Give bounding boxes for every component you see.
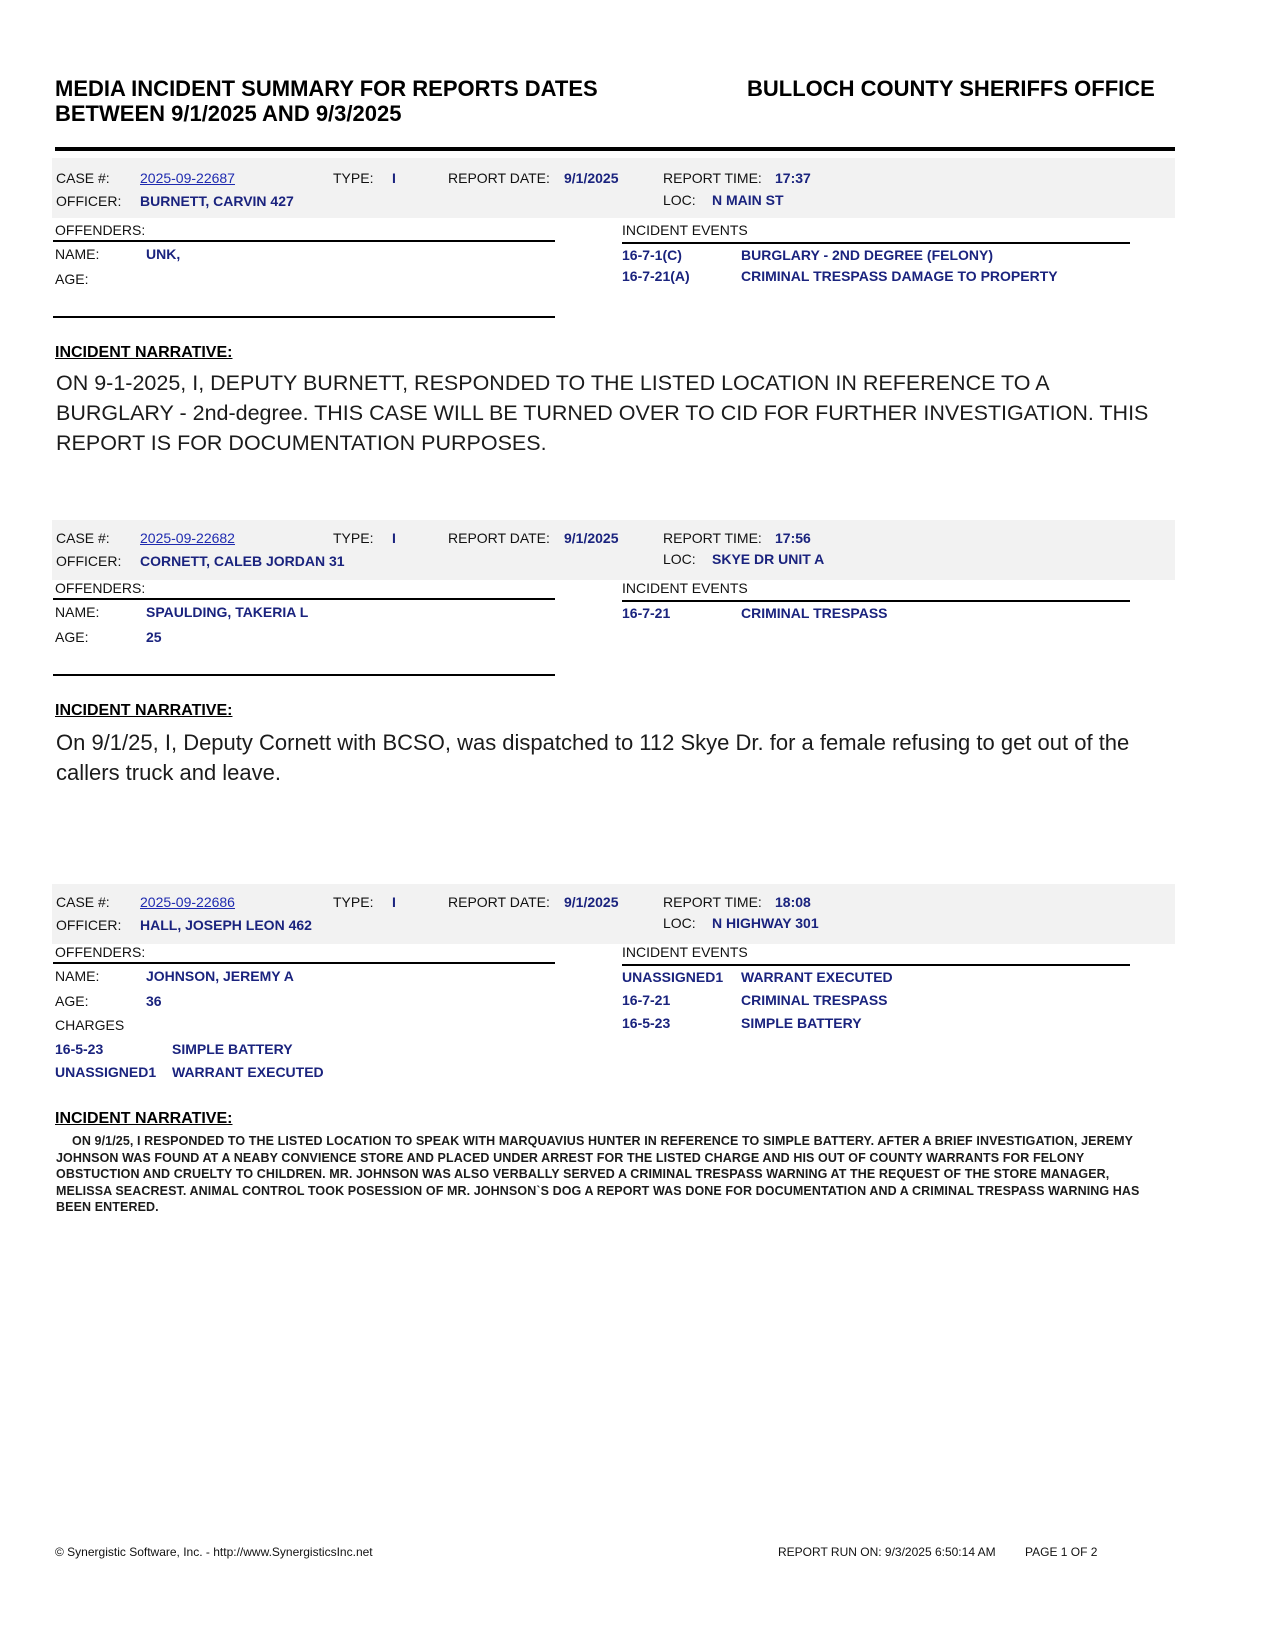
loc-value: SKYE DR UNIT A [712,551,825,567]
agency-name: BULLOCH COUNTY SHERIFFS OFFICE [747,76,1155,101]
charge-desc: WARRANT EXECUTED [172,1064,324,1080]
narrative-heading: INCIDENT NARRATIVE: [55,702,233,719]
name-label: NAME: [55,246,100,262]
case-label: CASE #: [56,170,110,186]
narrative-heading: INCIDENT NARRATIVE: [55,344,233,361]
events-rule [622,964,1130,966]
offenders-bottom-rule [53,674,555,676]
footer-copyright: © Synergistic Software, Inc. - http://www.SynergisticsInc.net [55,1545,373,1559]
offenders-label: OFFENDERS: [55,222,146,238]
event-code: 16-7-21 [622,605,671,621]
name-label: NAME: [55,604,100,620]
footer-report-run-on: REPORT RUN ON: 9/3/2025 6:50:14 AM [778,1545,996,1559]
event-desc: CRIMINAL TRESPASS [741,605,888,621]
report-time-label: REPORT TIME: [663,530,762,546]
age-label: AGE: [55,271,89,287]
age-label: AGE: [55,629,89,645]
loc-value: N MAIN ST [712,192,784,208]
event-code: 16-7-21(A) [622,268,690,284]
report-date-label: REPORT DATE: [448,530,550,546]
case-header-band [52,520,1175,580]
report-time-value: 17:37 [775,170,811,186]
case-number-link[interactable]: 2025-09-22686 [140,894,235,910]
case-number-link[interactable]: 2025-09-22687 [140,170,235,186]
report-time-label: REPORT TIME: [663,170,762,186]
incident-narrative: ON 9-1-2025, I, DEPUTY BURNETT, RESPONDED TO THE LISTED LOCATION IN REFERENCE TO A BURGLARY - 2nd-degree. THIS CASE WILL BE TURNED OVER TO CID FOR FURTHER INVESTIGATION. THIS REPORT IS FOR DOCUMENTATION PURPOSES. [56,371,1149,455]
charge-desc: SIMPLE BATTERY [172,1041,293,1057]
incident-events-label: INCIDENT EVENTS [622,580,748,596]
type-value: I [392,170,396,186]
offenders-bottom-rule [53,316,555,318]
report-time-value: 18:08 [775,894,811,910]
event-desc: WARRANT EXECUTED [741,969,893,985]
officer-label: OFFICER: [56,193,122,209]
case-header-band [52,158,1175,218]
type-label: TYPE: [333,894,374,910]
event-desc: CRIMINAL TRESPASS DAMAGE TO PROPERTY [741,268,1058,284]
officer-label: OFFICER: [56,917,122,933]
offenders-label: OFFENDERS: [55,580,146,596]
age-label: AGE: [55,993,89,1009]
offenders-rule [53,240,555,242]
event-code: UNASSIGNED1 [622,969,724,985]
incident-narrative: On 9/1/25, I, Deputy Cornett with BCSO, was dispatched to 112 Skye Dr. for a female refusing to get out of the callers truck and leave. [56,730,1130,785]
report-date-label: REPORT DATE: [448,894,550,910]
header-rule [55,147,1175,151]
narrative-heading: INCIDENT NARRATIVE: [55,1110,233,1127]
case-label: CASE #: [56,894,110,910]
offenders-rule [53,598,555,600]
report-date-label: REPORT DATE: [448,170,550,186]
officer-label: OFFICER: [56,553,122,569]
event-code: 16-7-21 [622,992,671,1008]
report-date-value: 9/1/2025 [564,894,619,910]
events-rule [622,600,1130,602]
charge-code: 16-5-23 [55,1041,104,1057]
name-label: NAME: [55,968,100,984]
incident-events-label: INCIDENT EVENTS [622,944,748,960]
offender-name: UNK, [146,246,181,262]
case-label: CASE #: [56,530,110,546]
event-code: 16-5-23 [622,1015,671,1031]
charge-code: UNASSIGNED1 [55,1064,157,1080]
offender-age: 36 [146,993,162,1009]
offenders-rule [53,962,555,964]
report-time-label: REPORT TIME: [663,894,762,910]
officer-value: BURNETT, CARVIN 427 [140,193,294,209]
loc-label: LOC: [663,192,696,208]
loc-label: LOC: [663,915,696,931]
loc-label: LOC: [663,551,696,567]
type-value: I [392,530,396,546]
events-rule [622,242,1130,244]
report-date-value: 9/1/2025 [564,530,619,546]
event-desc: BURGLARY - 2ND DEGREE (FELONY) [741,247,994,263]
offender-name: JOHNSON, JEREMY A [146,968,294,984]
report-time-value: 17:56 [775,530,811,546]
offenders-label: OFFENDERS: [55,944,146,960]
event-code: 16-7-1(C) [622,247,682,263]
loc-value: N HIGHWAY 301 [712,915,819,931]
charges-label: CHARGES [55,1017,125,1033]
offender-name: SPAULDING, TAKERIA L [146,604,309,620]
officer-value: CORNETT, CALEB JORDAN 31 [140,553,345,569]
type-label: TYPE: [333,530,374,546]
footer-page-number: PAGE 1 OF 2 [1025,1545,1098,1559]
type-label: TYPE: [333,170,374,186]
incident-events-label: INCIDENT EVENTS [622,222,748,238]
case-number-link[interactable]: 2025-09-22682 [140,530,235,546]
event-desc: SIMPLE BATTERY [741,1015,862,1031]
offender-age: 25 [146,629,162,645]
case-header-band [52,884,1175,944]
report-title-line2: BETWEEN 9/1/2025 AND 9/3/2025 [55,101,402,126]
type-value: I [392,894,396,910]
report-date-value: 9/1/2025 [564,170,619,186]
incident-narrative: ON 9/1/25, I RESPONDED TO THE LISTED LOCATION TO SPEAK WITH MARQUAVIUS HUNTER IN REFERENCE TO SIMPLE BATTERY. AFTER A BRIEF INVESTIGATION, JEREMY JOHNSON WAS FOUND AT A NEABY CONVIENCE STORE AND PLACED UNDER ARREST FOR THE LISTED CHARGE AND HIS OUT OF COUNTY WARRANTS FOR FELONY OBSTUCTION AND CRUELTY TO CHILDREN. MR. JOHNSON WAS ALSO VERBALLY SERVED A CRIMINAL TRESPASS WARNING AT THE REQUEST OF THE STORE MANAGER, MELISSA SEACREST. ANIMAL CONTROL TOOK POSESSION OF MR. JOHNSON`S DOG A REPORT WAS DONE FOR DOCUMENTATION AND A CRIMINAL TRESPASS WARNING HAS BEEN ENTERED. [56,1134,1140,1214]
event-desc: CRIMINAL TRESPASS [741,992,888,1008]
report-title-line1: MEDIA INCIDENT SUMMARY FOR REPORTS DATES [55,76,598,101]
officer-value: HALL, JOSEPH LEON 462 [140,917,312,933]
